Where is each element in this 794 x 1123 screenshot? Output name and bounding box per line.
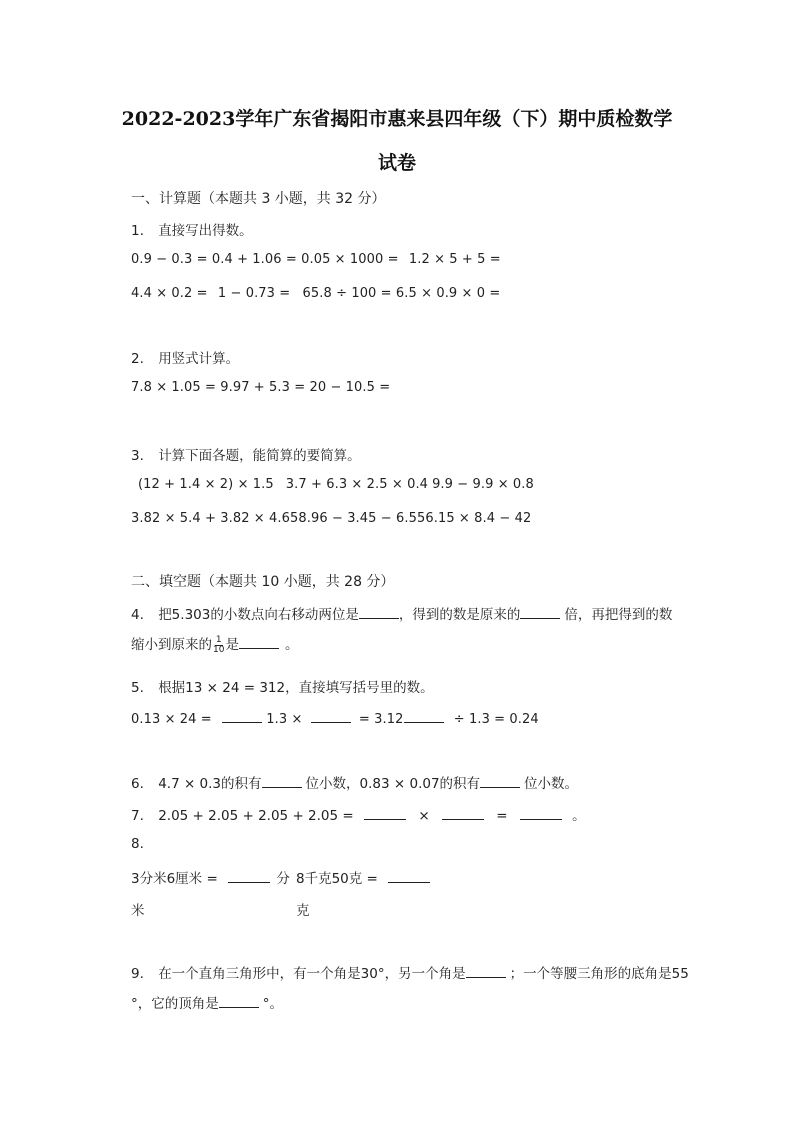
question-7 <box>131 804 586 824</box>
answer-blank[interactable] <box>222 708 262 723</box>
math-item: 。 <box>572 808 586 824</box>
question-text: 是 <box>225 637 239 653</box>
question-text: 缩小到原来的 <box>131 637 212 653</box>
question-8-part-b-unit: 克 <box>296 903 310 919</box>
question-text: 位小数。 <box>524 776 579 792</box>
q3-row-1 <box>138 477 534 492</box>
q5-row <box>131 708 539 727</box>
question-5 <box>131 676 434 696</box>
math-item: 0.4 + 1.06 = <box>211 252 302 267</box>
math-item: = <box>496 808 508 824</box>
math-item: = 3.12 <box>358 712 404 727</box>
answer-blank[interactable] <box>404 708 444 723</box>
question-8-part-a <box>131 867 290 887</box>
question-4-line-1 <box>131 603 672 623</box>
answer-blank[interactable] <box>466 963 506 978</box>
math-item: 65.8 ÷ 100 = <box>302 286 396 301</box>
page-title-continued: 试卷 <box>377 152 416 174</box>
question-text: 倍，再把得到的数 <box>564 607 673 623</box>
math-item: 7.8 × 1.05 = <box>131 380 221 395</box>
answer-blank[interactable] <box>520 604 560 619</box>
question-text: 计算下面各题，能简算的要简算。 <box>158 448 361 464</box>
q1-row-2 <box>131 286 500 301</box>
answer-blank[interactable] <box>311 708 351 723</box>
question-2 <box>131 347 239 367</box>
question-text: 在一个直角三角形中，有一个角是30°，另一个角是 <box>158 966 466 982</box>
question-9-line-1 <box>131 962 689 982</box>
answer-blank[interactable] <box>364 805 406 820</box>
math-item: 58.96 − 3.45 − 6.55 <box>290 511 426 526</box>
math-item: ÷ 1.3 = 0.24 <box>453 712 539 727</box>
math-item: 1.2 × 5 + 5 = <box>408 252 501 267</box>
math-item: 4.4 × 0.2 = <box>131 286 212 301</box>
answer-blank[interactable] <box>262 773 302 788</box>
answer-blank[interactable] <box>480 773 520 788</box>
page-title: 2022-2023学年广东省揭阳市惠来县四年级（下）期中质检数学 <box>121 108 673 130</box>
math-item: 0.9 − 0.3 = <box>131 252 212 267</box>
math-item: 6.15 × 8.4 − 42 <box>425 511 532 526</box>
question-text: 用竖式计算。 <box>158 351 240 367</box>
question-number: 7. <box>131 808 144 824</box>
question-text: 直接写出得数。 <box>158 223 253 239</box>
math-item: 1 − 0.73 = <box>217 286 295 301</box>
question-number: 4. <box>131 607 144 623</box>
question-8-part-b <box>296 867 430 887</box>
answer-blank[interactable] <box>359 604 399 619</box>
question-text: 。 <box>284 637 299 653</box>
question-text: 3分米6厘米 = <box>131 871 218 887</box>
question-number: 6. <box>131 776 144 792</box>
q1-row-1 <box>131 252 501 267</box>
question-number: 5. <box>131 680 144 696</box>
q2-row-1 <box>131 380 390 395</box>
math-item: 1.3 × <box>266 712 303 727</box>
math-item: 3.82 × 5.4 + 3.82 × 4.6 <box>131 511 291 526</box>
answer-blank[interactable] <box>442 805 484 820</box>
question-number: 1. <box>131 223 144 239</box>
math-item: × <box>418 808 430 824</box>
math-item: 9.9 − 9.9 × 0.8 <box>432 477 534 492</box>
question-1 <box>131 219 253 239</box>
answer-blank[interactable] <box>388 868 430 883</box>
fraction <box>213 636 224 655</box>
answer-blank[interactable] <box>228 868 270 883</box>
q3-row-2 <box>131 511 531 526</box>
question-number: 3. <box>131 448 144 464</box>
question-text: 4.7 × 0.3的积有 <box>158 776 262 792</box>
math-item: 2.05 + 2.05 + 2.05 + 2.05 = <box>158 808 354 824</box>
math-item: 6.5 × 0.9 × 0 = <box>395 286 501 301</box>
question-number: 9. <box>131 966 144 982</box>
question-text: 位小数，0.83 × 0.07的积有 <box>305 776 481 792</box>
math-item: 0.13 × 24 = <box>131 712 212 727</box>
question-text: 把5.303的小数点向右移动两位是 <box>158 607 359 623</box>
math-item: 20 − 10.5 = <box>309 380 391 395</box>
fraction-denominator: 10 <box>213 644 225 655</box>
question-text: °，它的顶角是 <box>131 996 219 1012</box>
math-item: 9.97 + 5.3 = <box>220 380 310 395</box>
question-4-line-2 <box>131 633 298 655</box>
math-item: 0.05 × 1000 = <box>301 252 403 267</box>
question-6 <box>131 772 578 792</box>
math-item: (12 + 1.4 × 2) × 1.5 <box>138 477 274 492</box>
math-item: 3.7 + 6.3 × 2.5 × 0.4 <box>285 477 429 492</box>
question-number: 2. <box>131 351 144 367</box>
section-heading-calc: 一、计算题（本题共 3 小题，共 32 分） <box>131 191 386 207</box>
answer-blank[interactable] <box>520 805 562 820</box>
question-text: ，得到的数是原来的 <box>398 607 521 623</box>
question-9-line-2 <box>131 992 283 1012</box>
question-3 <box>131 444 361 464</box>
unit-label: 分 <box>276 871 290 887</box>
question-text: °。 <box>262 996 283 1012</box>
question-text: ；一个等腰三角形的底角是55 <box>509 966 689 982</box>
question-8-number: 8. <box>131 836 144 852</box>
answer-blank[interactable] <box>219 993 259 1008</box>
section-heading-fill: 二、填空题（本题共 10 小题，共 28 分） <box>131 574 395 590</box>
question-8-part-a-unit: 米 <box>131 903 145 919</box>
fraction-numerator: 1 <box>215 634 222 645</box>
question-text: 8千克50克 = <box>296 871 378 887</box>
answer-blank[interactable] <box>239 634 279 649</box>
question-text: 根据13 × 24 = 312，直接填写括号里的数。 <box>158 680 434 696</box>
